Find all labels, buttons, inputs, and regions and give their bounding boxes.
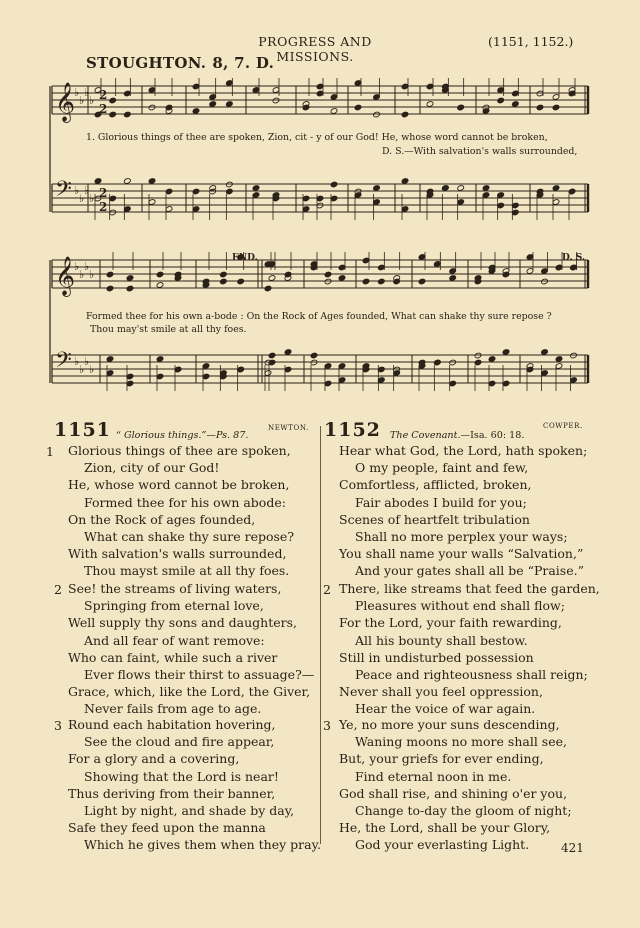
verse-line: What can shake thy sure repose? <box>84 528 295 544</box>
note-head <box>94 178 102 185</box>
flat-sign: ♭ <box>74 86 80 99</box>
verse-line: He, whose word cannot be broken, <box>68 477 290 493</box>
verse-line: And your gates shall all be “Praise.” <box>355 563 584 579</box>
verse-line: Grace, which, like the Lord, the Giver, <box>68 684 311 700</box>
verse-line: For the Lord, your faith rewarding, <box>339 615 562 631</box>
note-head <box>209 101 217 108</box>
note-head <box>373 185 381 192</box>
music-score <box>0 0 640 400</box>
flat-sign: ♭ <box>74 355 80 368</box>
note-head <box>124 178 132 185</box>
verse-line: Hear what God, the Lord, hath spoken; <box>339 443 588 458</box>
note-head <box>324 271 332 278</box>
note-head <box>512 101 520 108</box>
flat-sign: ♭ <box>74 184 80 197</box>
note-head <box>324 278 332 285</box>
note-head <box>220 271 228 278</box>
verse-line: Still in undisturbed possession <box>339 649 534 665</box>
note-head <box>449 359 457 366</box>
note-head <box>226 181 234 188</box>
verse-line: Hear the voice of war again. <box>355 701 536 717</box>
stanza-1152-3 <box>339 716 572 854</box>
note-head <box>536 104 544 111</box>
hymn-author-1152: COWPER. <box>543 422 583 430</box>
verse-line: Springing from eternal love, <box>84 598 264 614</box>
verse-line: Shall no more perplex your ways; <box>355 528 568 544</box>
flat-sign: ♭ <box>84 260 90 273</box>
note-head <box>156 356 164 363</box>
note-head <box>156 282 164 289</box>
hymn-reference-1152 <box>390 430 524 441</box>
time-signature: 2 <box>99 102 108 116</box>
verse-line: But, your griefs for ever ending, <box>339 751 544 767</box>
note-head <box>570 352 578 359</box>
note-head <box>568 188 576 195</box>
note-head <box>310 359 318 366</box>
bass-clef: 𝄢 <box>55 177 72 207</box>
note-head <box>148 178 156 185</box>
note-head <box>418 278 426 285</box>
verse-line: There, like streams that feed the garden, <box>339 581 600 596</box>
note-head <box>373 111 381 118</box>
verse-line: All his bounty shall bestow. <box>355 632 528 648</box>
note-head <box>226 101 234 108</box>
note-head <box>330 108 338 115</box>
hymn-number-1152: 1152 <box>324 419 381 441</box>
verse-line: Find eternal noon in me. <box>355 768 512 784</box>
hymn-reference-1151 <box>116 430 248 441</box>
flat-sign: ♭ <box>89 94 95 107</box>
tune-name: STOUGHTON. <box>86 54 207 72</box>
reference-title: “ Glorious things.” <box>116 430 207 441</box>
note-head <box>220 278 228 285</box>
tune-meter: 8, 7. D. <box>212 54 275 72</box>
lyric-row1-line2: D. S.—With salvation's walls surrounded, <box>382 146 578 157</box>
treble-clef: 𝄞 <box>55 82 76 122</box>
verse-line: God shall rise, and shining o'er you, <box>339 785 568 801</box>
note-head <box>126 275 134 282</box>
stanza-1152-1 <box>339 442 587 580</box>
note-head <box>272 97 280 104</box>
note-head <box>541 278 549 285</box>
verse-number: 3 <box>54 718 62 733</box>
note-head <box>156 271 164 278</box>
note-head <box>106 356 114 363</box>
verse-line: On the Rock of ages founded, <box>68 511 256 527</box>
verse-line: Fair abodes I build for you; <box>355 494 527 510</box>
note-head <box>268 275 276 282</box>
flat-sign: ♭ <box>84 184 90 197</box>
note-head <box>362 278 370 285</box>
verse-line: Zion, city of our God! <box>84 460 220 476</box>
note-head <box>106 271 114 278</box>
time-signature: 2 <box>99 200 108 214</box>
note-head <box>482 185 490 192</box>
verse-line: You shall name your walls “Salvation,” <box>339 546 584 562</box>
verse-line: O my people, faint and few, <box>355 460 529 476</box>
note-head <box>268 352 276 359</box>
verse-line: Never fails from age to age. <box>84 701 262 717</box>
note-head <box>401 178 409 185</box>
note-head <box>338 275 346 282</box>
note-head <box>237 278 245 285</box>
flat-sign: ♭ <box>79 94 85 107</box>
hymn-number-1151: 1151 <box>54 419 111 441</box>
verse-line: Scenes of heartfelt tribulation <box>339 511 530 527</box>
note-head <box>378 278 386 285</box>
note-head <box>310 352 318 359</box>
verse-line: With salvation's walls surrounded, <box>68 546 287 562</box>
verse-line: Well supply thy sons and daughters, <box>68 615 298 631</box>
note-head <box>474 352 482 359</box>
lyric-row2-line1: Formed thee for his own a-bode : On the Rock of Ages founded, What can shake thy sure repose ? <box>86 311 552 322</box>
verse-number: 1 <box>46 444 54 459</box>
verse-line: Light by night, and shade by day, <box>84 802 295 818</box>
note-head <box>106 285 114 292</box>
note-head <box>252 185 260 192</box>
lyric-row1-line1: 1. Glorious things of thee are spoken, Zion, cit - y of our God! He, whose word cannot be broken, <box>86 132 548 143</box>
verse-line: Peace and righteousness shall reign; <box>355 666 588 682</box>
note-head <box>330 181 338 188</box>
note-head <box>192 188 200 195</box>
note-head <box>541 349 549 356</box>
note-head <box>552 185 560 192</box>
verse-line: Which he gives them when they pray. <box>84 837 321 853</box>
verse-line: Never shall you feel oppression, <box>339 684 543 700</box>
verse-line: Thou mayst smile at all thy foes. <box>84 563 290 579</box>
reference-source: —Ps. 87. <box>206 430 249 441</box>
verse-line: For a glory and a covering, <box>68 751 240 767</box>
verse-line: Safe they feed upon the manna <box>68 820 266 836</box>
note-head <box>124 111 132 118</box>
verse-line: And all fear of want remove: <box>84 632 265 648</box>
note-head <box>555 356 563 363</box>
verse-line: Glorious things of thee are spoken, <box>68 443 291 458</box>
note-head <box>192 108 200 115</box>
stanza-1152-2 <box>339 580 600 718</box>
lyric-row2-line2: Thou may'st smile at all thy foes. <box>90 324 247 335</box>
time-signature: 2 <box>99 186 108 200</box>
note-head <box>226 188 234 195</box>
note-head <box>474 359 482 366</box>
note-head <box>457 185 465 192</box>
verse-number: 2 <box>323 582 331 597</box>
note-head <box>284 349 292 356</box>
reference-source: —Isa. 60: 18. <box>460 430 525 441</box>
page-number: 421 <box>561 841 584 855</box>
bass-clef: 𝄢 <box>55 348 72 378</box>
verse-line: God your everlasting Light. <box>355 837 530 853</box>
verse-number: 2 <box>54 582 62 597</box>
flat-sign: ♭ <box>89 268 95 281</box>
flat-sign: ♭ <box>84 86 90 99</box>
ds-mark: D. S. <box>562 253 586 263</box>
note-head <box>488 356 496 363</box>
end-mark: END. <box>232 253 258 263</box>
hymn-range: (1151, 1152.) <box>488 34 574 49</box>
time-signature: 2 <box>99 88 108 102</box>
verse-line: He, the Lord, shall be your Glory, <box>339 820 551 836</box>
flat-sign: ♭ <box>89 363 95 376</box>
verse-line: Ye, no more your suns descending, <box>339 717 560 732</box>
verse-line: Ever flows their thirst to assuage?— <box>84 666 315 682</box>
treble-clef: 𝄞 <box>55 256 76 296</box>
verse-line: Showing that the Lord is near! <box>84 768 279 784</box>
note-head <box>165 188 173 195</box>
verse-line: Waning moons no more shall see, <box>355 734 567 750</box>
reference-title: The Covenant. <box>390 430 461 441</box>
verse-line: Who can faint, while such a river <box>68 649 278 665</box>
flat-sign: ♭ <box>79 192 85 205</box>
verse-line: Comfortless, afflicted, broken, <box>339 477 532 493</box>
flat-sign: ♭ <box>89 192 95 205</box>
stanza-1151-3 <box>68 716 321 854</box>
note-head <box>148 104 156 111</box>
flat-sign: ♭ <box>79 363 85 376</box>
flat-sign: ♭ <box>79 268 85 281</box>
note-head <box>109 97 117 104</box>
verse-line: See the cloud and fire appear, <box>84 734 275 750</box>
verse-line: Formed thee for his own abode: <box>84 494 286 510</box>
verse-line: See! the streams of living waters, <box>68 581 282 596</box>
verse-line: Thus deriving from their banner, <box>68 785 276 801</box>
section-title: PROGRESS AND MISSIONS. <box>258 34 372 64</box>
verse-line: Change to-day the gloom of night; <box>355 802 572 818</box>
note-head <box>502 349 510 356</box>
verse-line: Round each habitation hovering, <box>68 717 276 732</box>
note-head <box>401 111 409 118</box>
note-head <box>264 285 272 292</box>
note-head <box>426 101 434 108</box>
note-head <box>354 104 362 111</box>
stanza-1151-1 <box>68 442 294 580</box>
note-head <box>442 185 450 192</box>
note-head <box>552 104 560 111</box>
note-head <box>449 275 457 282</box>
flat-sign: ♭ <box>84 355 90 368</box>
verse-number: 3 <box>323 718 331 733</box>
note-head <box>497 97 505 104</box>
verse-line: Pleasures without end shall flow; <box>355 598 565 614</box>
note-head <box>457 104 465 111</box>
note-head <box>126 285 134 292</box>
note-head <box>109 111 117 118</box>
hymn-author-1151: NEWTON. <box>268 424 309 432</box>
stanza-1151-2 <box>68 580 314 718</box>
flat-sign: ♭ <box>74 260 80 273</box>
